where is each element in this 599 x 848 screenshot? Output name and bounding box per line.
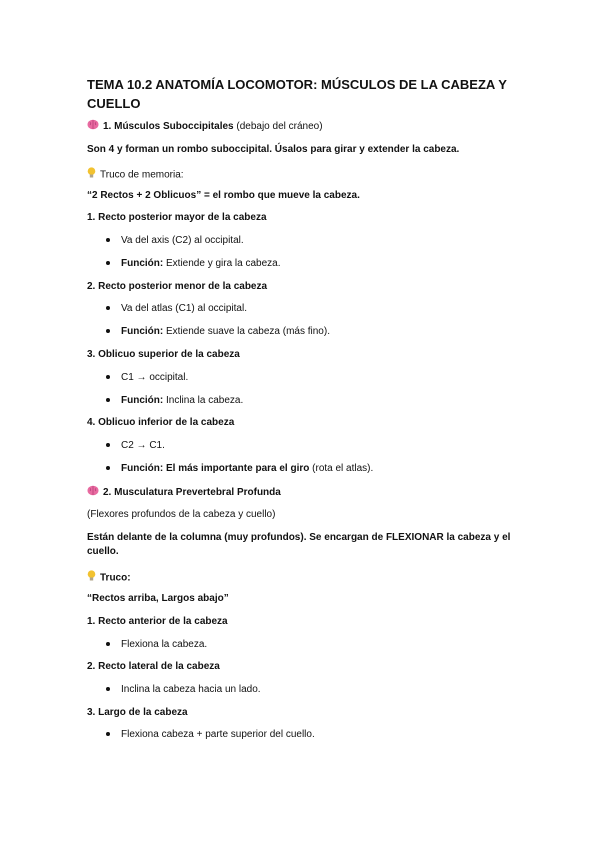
brain-icon [87, 119, 99, 134]
section-2-trick-label [87, 570, 131, 586]
function-label: Función: El más importante para el giro [121, 463, 310, 474]
bullet [106, 375, 110, 379]
section-1-trick-label [87, 167, 184, 183]
muscle-detail: Flexiona cabeza + parte superior del cuello. [121, 729, 315, 740]
trick-label-text: Truco de memoria: [100, 169, 184, 181]
bullet [106, 306, 110, 310]
bullet [106, 642, 110, 646]
lightbulb-icon [87, 167, 96, 183]
document-title: TEMA 10.2 ANATOMÍA LOCOMOTOR: MÚSCULOS DE LA CABEZA Y CUELLO [87, 77, 507, 111]
section-2-intro-line2: cuello. [87, 546, 119, 557]
muscle-function [121, 325, 330, 338]
muscle-detail: Va del axis (C2) al occipital. [121, 235, 244, 246]
section-2-heading-text: 2. Musculatura Prevertebral Profunda [103, 487, 281, 499]
function-text: (rota el atlas). [309, 463, 374, 474]
bullet [106, 732, 110, 736]
muscle-heading: 1. Recto posterior mayor de la cabeza [87, 212, 267, 223]
muscle-heading: 2. Recto lateral de la cabeza [87, 661, 220, 672]
function-label: Función: [121, 258, 164, 269]
muscle-detail: C2 → C1. [121, 440, 165, 451]
section-2-intro-line1: Están delante de la columna (muy profundos). Se encargan de FLEXIONAR la cabeza y el [87, 532, 511, 543]
muscle-heading: 1. Recto anterior de la cabeza [87, 616, 228, 627]
muscle-detail: Va del atlas (C1) al occipital. [121, 303, 247, 314]
muscle-heading: 4. Oblicuo inferior de la cabeza [87, 417, 235, 428]
section-1-intro: Son 4 y forman un rombo suboccipital. Úsalos para girar y extender la cabeza. [87, 144, 460, 155]
section-1-heading [87, 119, 323, 134]
section-2-subtitle: (Flexores profundos de la cabeza y cuello) [87, 509, 276, 520]
section-2-heading [87, 485, 281, 500]
section-2-trick-text: “Rectos arriba, Largos abajo” [87, 593, 229, 604]
bullet [106, 443, 110, 447]
muscle-heading: 2. Recto posterior menor de la cabeza [87, 281, 268, 292]
muscle-heading: 3. Oblicuo superior de la cabeza [87, 349, 240, 360]
bullet [106, 398, 110, 402]
trick-label-text: Truco: [100, 572, 131, 584]
lightbulb-icon [87, 570, 96, 586]
function-label: Función: [121, 395, 164, 406]
section-1-heading-bold: 1. Músculos Suboccipitales [103, 121, 234, 133]
bullet [106, 687, 110, 691]
section-1-trick-text: “2 Rectos + 2 Oblicuos” = el rombo que mueve la cabeza. [87, 190, 360, 201]
bullet [106, 238, 110, 242]
bullet [106, 261, 110, 265]
section-1-heading-rest: (debajo del cráneo) [233, 121, 323, 133]
muscle-function [121, 462, 373, 475]
bullet [106, 329, 110, 333]
muscle-function [121, 257, 281, 270]
muscle-heading: 3. Largo de la cabeza [87, 707, 188, 718]
muscle-function [121, 394, 243, 407]
muscle-detail: Flexiona la cabeza. [121, 639, 208, 650]
muscle-detail: C1 → occipital. [121, 372, 189, 383]
function-label: Función: [121, 326, 164, 337]
brain-icon [87, 485, 99, 500]
muscle-detail: Inclina la cabeza hacia un lado. [121, 684, 261, 695]
function-text: Inclina la cabeza. [163, 395, 244, 406]
function-text: Extiende suave la cabeza (más fino). [163, 326, 330, 337]
function-text: Extiende y gira la cabeza. [163, 258, 281, 269]
bullet [106, 466, 110, 470]
